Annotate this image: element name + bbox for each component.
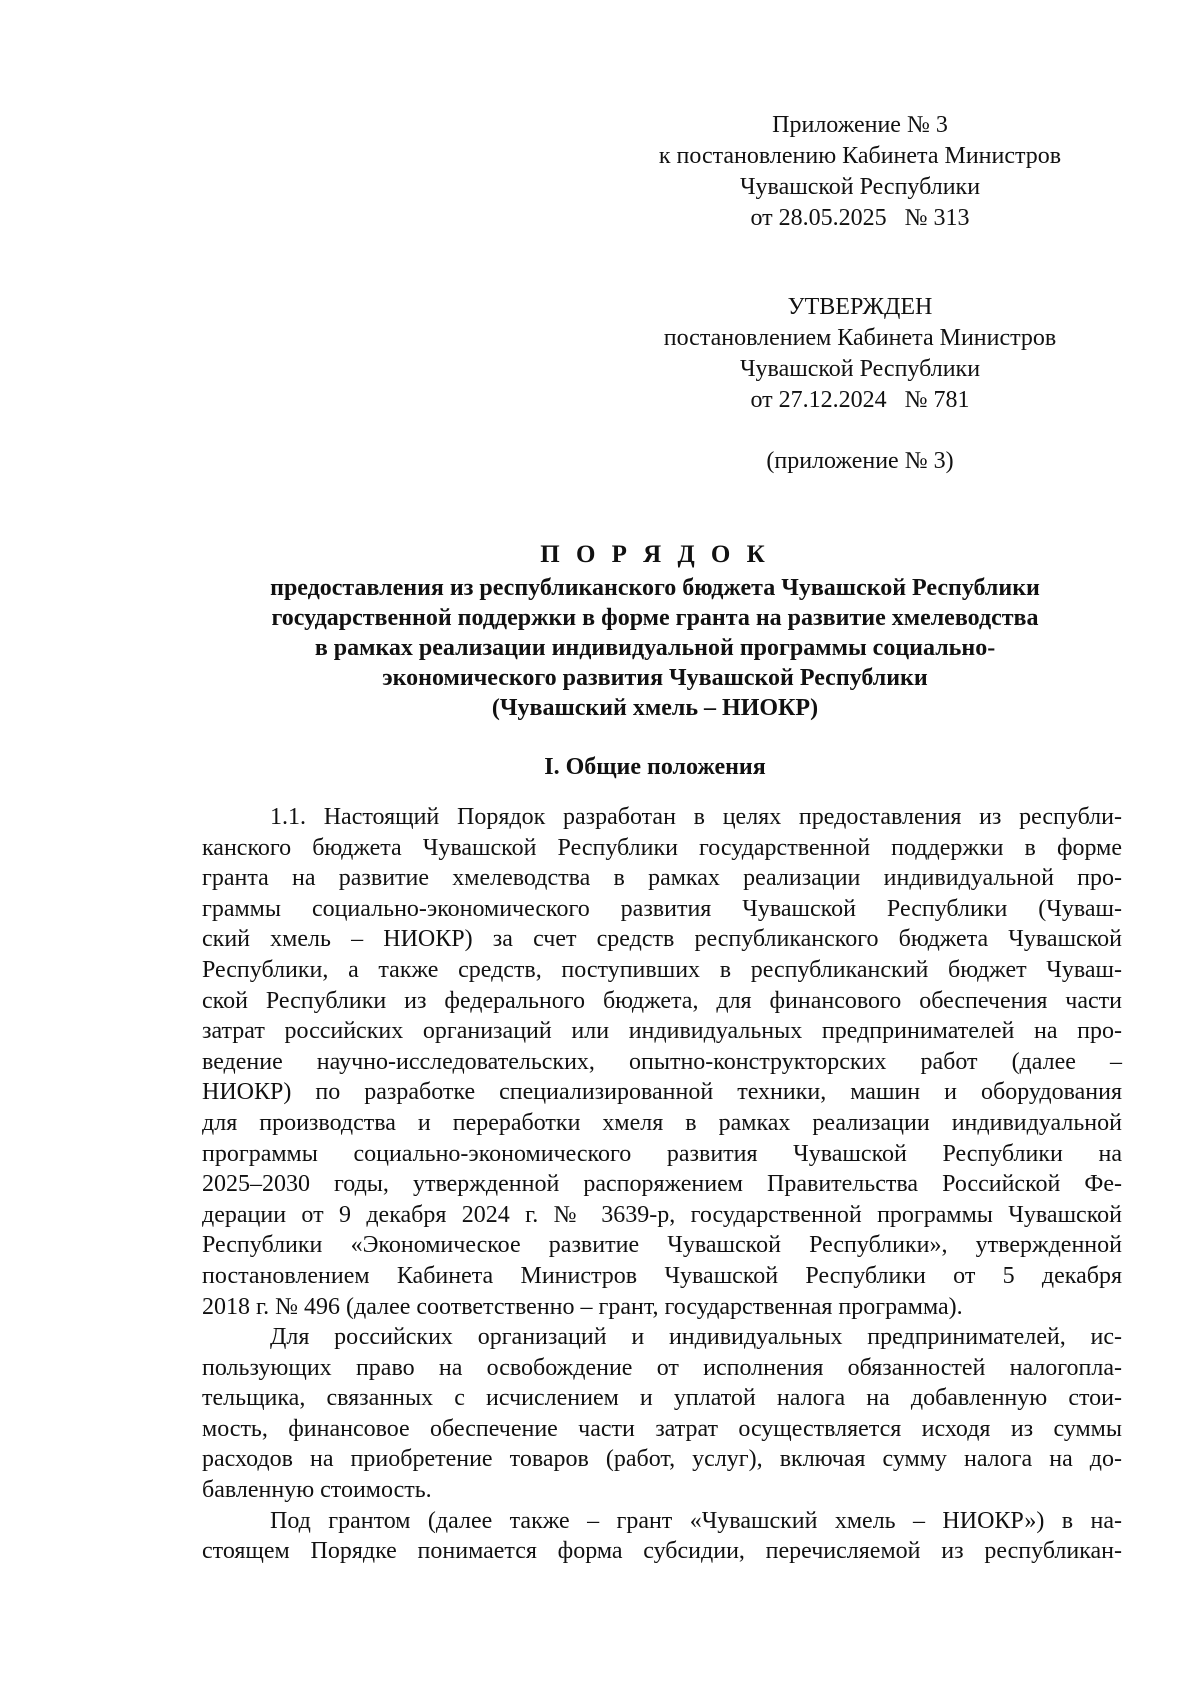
appendix-line: Чувашской Республики [739, 174, 981, 200]
document-title [160, 540, 1150, 723]
appendix-header [605, 110, 1115, 234]
title-heading: П О Р Я Д О К [540, 541, 770, 568]
text-line: ведение научно-исследовательских, опытно-конструкторских работ (далее – [202, 1048, 1122, 1075]
text-line: мость, финансовое обеспечение части затрат осуществляется исходя из суммы [202, 1415, 1122, 1442]
text-line: затрат российских организаций или индивидуальных предпринимателей на про- [202, 1018, 1122, 1045]
text-line: Республики, а также средств, поступивших в республиканский бюджет Чуваш- [202, 956, 1122, 983]
text-line: граммы социально-экономического развития Чувашской Республики (Чуваш- [202, 895, 1122, 922]
approval-line: от 27.12.2024 № 781 [750, 387, 970, 413]
text-line: постановлением Кабинета Министров Чувашской Республики от 5 декабря [202, 1262, 1122, 1289]
appendix-line: от 28.05.2025 № 313 [750, 205, 970, 231]
text-line: дерации от 9 декабря 2024 г. № 3639-р, государственной программы Чувашской [202, 1201, 1122, 1228]
text-line: стоящем Порядке понимается форма субсидии, перечисляемой из республикан- [202, 1538, 1122, 1565]
text-line: ский хмель – НИОКР) за счет средств республиканского бюджета Чувашской [202, 926, 1122, 953]
text-line: 2025–2030 годы, утвержденной распоряжением Правительства Российской Фе- [202, 1171, 1122, 1198]
paragraph [202, 1506, 1122, 1567]
text-line: Республики «Экономическое развитие Чувашской Республики», утвержденной [202, 1232, 1122, 1259]
title-line: в рамках реализации индивидуальной программы социально- [314, 635, 996, 661]
text-line: НИОКР) по разработке специализированной техники, машин и оборудования [202, 1079, 1122, 1106]
text-line: ской Республики из федерального бюджета, для финансового обеспечения части [202, 987, 1122, 1014]
text-line: канского бюджета Чувашской Республики государственной поддержки в форме [202, 834, 1122, 861]
document-body [202, 802, 1122, 1567]
text-line: расходов на приобретение товаров (работ, услуг), включая сумму налога на до- [202, 1446, 1122, 1473]
text-line: гранта на развитие хмелеводства в рамках реализации индивидуальной про- [202, 865, 1122, 892]
paragraph [202, 802, 1122, 1322]
title-line: (Чувашский хмель – НИОКР) [491, 695, 819, 721]
title-line: государственной поддержки в форме гранта на развитие хмелеводства [271, 605, 1039, 631]
approval-stamp-block [605, 292, 1115, 416]
text-line: программы социально-экономического развития Чувашской Республики на [202, 1140, 1122, 1167]
approval-line: постановлением Кабинета Министров [663, 325, 1057, 351]
appendix-line: к постановлению Кабинета Министров [658, 143, 1062, 169]
text-line: для производства и переработки хмеля в рамках реализации индивидуальной [202, 1109, 1122, 1136]
approval-line: Чувашской Республики [739, 356, 981, 382]
paragraph [202, 1322, 1122, 1506]
title-line: экономического развития Чувашской Республики [382, 665, 928, 691]
text-line: 2018 г. № 496 (далее соответственно – грант, государственная программа). [202, 1293, 963, 1320]
text-line: тельщика, связанных с исчислением и уплатой налога на добавленную стои- [202, 1385, 1122, 1412]
text-line: 1.1. Настоящий Порядок разработан в целях предоставления из республи- [270, 804, 1122, 830]
text-line: пользующих право на освобождение от исполнения обязанностей налогопла- [202, 1354, 1122, 1381]
text-line: Для российских организаций и индивидуальных предпринимателей, ис- [270, 1324, 1122, 1351]
text-line: Под грантом (далее также – грант «Чувашский хмель – НИОКР») в на- [270, 1507, 1122, 1534]
appendix-line: Приложение № 3 [772, 112, 948, 138]
appendix-note: (приложение № 3) [766, 448, 954, 474]
text-line: бавленную стоимость. [202, 1477, 432, 1504]
approval-line: УТВЕРЖДЕН [787, 294, 933, 320]
title-line: предоставления из республиканского бюджета Чувашской Республики [270, 575, 1040, 601]
section-heading: I. Общие положения [544, 754, 766, 780]
